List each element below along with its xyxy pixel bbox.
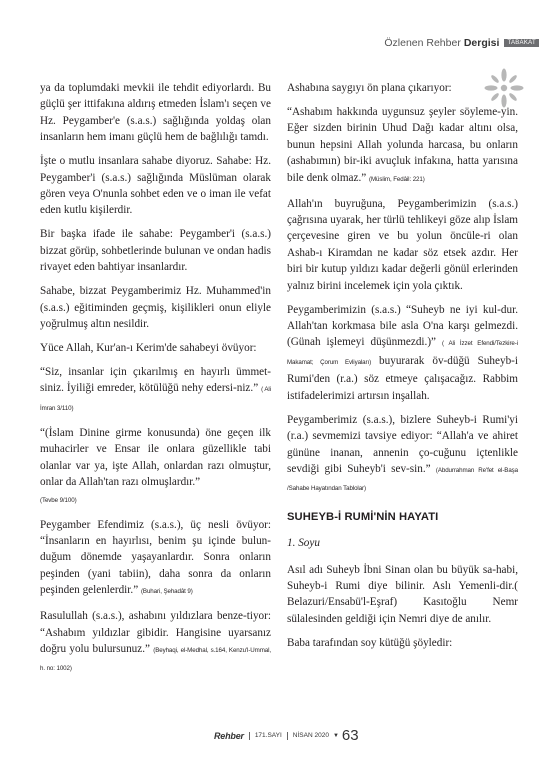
subsection-heading: 1. Soyu	[287, 537, 320, 550]
quote-paragraph	[287, 104, 518, 188]
citation: ( Ali İzzet Efendi/Tezkire-i Makamat; Çorum Evliyaları)	[287, 340, 518, 366]
paragraph: Baba tarafından soy kütüğü şöyledir:	[287, 636, 453, 649]
section-tag: TABAKAT	[504, 39, 539, 47]
footer-logo: Rehber	[214, 730, 244, 741]
divider	[287, 732, 288, 740]
quote-paragraph	[287, 412, 518, 498]
paragraph: Allah'ın buyruğuna, Peygamberimizin (s.a.s.) çağrısına uyarak, her türlü tehlikeyi göze alıp İslam çerçevesine giren ve bu yolun öncüle-ri olan Ashab-ı Kiramdan ne kadar söz etsek azdır. Her biri bir kutup yıldızı kadar değerli gönül erlerinden yalnız birini incelemek için yola çıktık.	[287, 197, 518, 292]
divider	[249, 732, 250, 740]
paragraph: Ashabına saygıyı ön plana çıkarıyor:	[287, 82, 452, 94]
issue-number: 171.SAYI	[254, 732, 282, 739]
paragraph: Sahabe, bizzat Peygamberimiz Hz. Muhammed'in (s.a.s.) eğitiminden geçmiş, kişilikleri onun eliyle yoğrulmuş altın nesildir.	[40, 285, 271, 331]
citation: (Tevbe 9/100)	[40, 496, 77, 504]
paragraph: ya da toplumdaki mevkii ile tehdit ediyorlardı. Bu güçlü şer ittifakına aldırış etmeden İslam'ı seçen ve Hz. Peygamber'e (s.a.s.) sağlığında yoldaş olan insanların hem imanı güçlü hem de bağlılığı tamdı.	[40, 82, 271, 144]
running-header	[384, 37, 539, 49]
quote-paragraph	[40, 517, 271, 601]
quote-text: Peygamber Efendimiz (s.a.s.), üç nesli övüyor: “İnsanların en hayırlısı, benim şu içinde bulun-duğum dönemde yaşayanlardır. Sonra onların peşinden (yani tabiin), daha sonra da onların peşinden gelenlerdir.”	[40, 518, 271, 597]
header-brand: Dergisi	[463, 37, 500, 49]
citation: (Buhari, Şehadât 9)	[140, 588, 193, 596]
quote-text: Peygamberimiz (s.a.s.), bizlere Suheyb-i Rumi'yi (r.a.) sevmemizi tavsiye ediyor: “Allah'a ve ahiret gününe inanan, annenin ço-cuğunu içtenlikle sevdiği gibi Suheyb'i sev-sin.”	[287, 413, 518, 475]
arrow-icon: ▼	[332, 732, 339, 739]
quote-paragraph	[40, 608, 271, 678]
quote-paragraph	[287, 302, 518, 404]
quote-paragraph	[40, 425, 271, 509]
quote-text: Peygamberimizin (s.a.s.) “Suheyb ne iyi kul-dur. Allah'tan korkmasa bile asla O'na karşı gelmezdi. (Günah işlemeyi düşünmezdi.)”	[287, 303, 518, 349]
quote-text: “(İslam Dinine girme konusunda) öne geçen ilk muhacirler ve Ensar ile onlara güzellikle tabi olanlar var ya, işte Allah, onlardan razı olmuştur, onlar da Allah'tan razı olmuşlardır.”	[40, 426, 271, 489]
citation: (Beyhaqi, el-Medhal, s.164, Kenzu'l-Ummal, h. no: 1002)	[40, 646, 271, 673]
quote-text: “Siz, insanlar için çıkarılmış en hayırlı ümmet-siniz. İyiliği emreder, kötülüğü nehy edersi-niz.”	[40, 366, 271, 395]
header-prefix: Özlenen Rehber	[384, 37, 461, 49]
page-number: 63	[341, 727, 359, 744]
paragraph: İşte o mutlu insanlara sahabe diyoruz. Sahabe: Hz. Peygamber'i (s.a.s.) sağlığında Müslüman olarak gören veya O'nunla sohbet eden ve o iman ile vefat eden kutlu kişilerdir.	[40, 155, 271, 217]
paragraph-text: buyurarak öv-düğü Suheyb-i Rumi'den (r.a.) söz etmeye çalışacağız. Rabbim istifadelerimizi artırsın inşallah.	[287, 354, 518, 402]
quote-text: Rasulullah (s.a.s.), ashabını yıldızlara benze-tiyor: “Ashabım yıldızlar gibidir. Hangisine uyarsanız doğru yolu bulursunuz.”	[40, 610, 271, 655]
issue-date: NİSAN 2020	[292, 732, 329, 739]
section-heading: SUHEYB-İ RUMİ'NİN HAYATI	[287, 510, 439, 523]
left-column	[40, 80, 271, 685]
citation: ( Ali İmran 3/110)	[40, 386, 271, 412]
page-footer	[214, 727, 359, 744]
paragraph: Yüce Allah, Kur'an-ı Kerim'de sahabeyi övüyor:	[40, 342, 257, 355]
citation: (Abdurrahman Re'fet el-Başa /Sahabe Hayatından Tablolar)	[287, 466, 518, 493]
paragraph: Asıl adı Suheyb İbni Sinan olan bu büyük sa-habi, Suheyb-i Rumi diye bilinir. Aslı Yemenli-dir.( Belazuri/Ensabü'l-Eşraf) Kasıtoğlu Nemr sülalesinden geldiği için Nemri diye de anılır.	[287, 563, 518, 625]
paragraph: Bir başka ifade ile sahabe: Peygamber'i (s.a.s.) bizzat görüp, sohbetlerinde bulunan ve ondan hadis rivayet eden bahtiyar insanlardır.	[40, 228, 271, 274]
quote-paragraph	[40, 364, 271, 417]
citation: (Müslim, Fedâil: 221)	[369, 175, 425, 183]
right-column	[287, 80, 518, 659]
quote-text: “Ashabım hakkında uygunsuz şeyler söyleme-yin. Eğer sizden birinin Uhud Dağı kadar altını olsa, bunun hepsini Allah yolunda harcasa, bu onların (ashabımın) bir-iki avuçluk infakına, hatta yarısına bile denk olmaz.”	[287, 106, 518, 184]
